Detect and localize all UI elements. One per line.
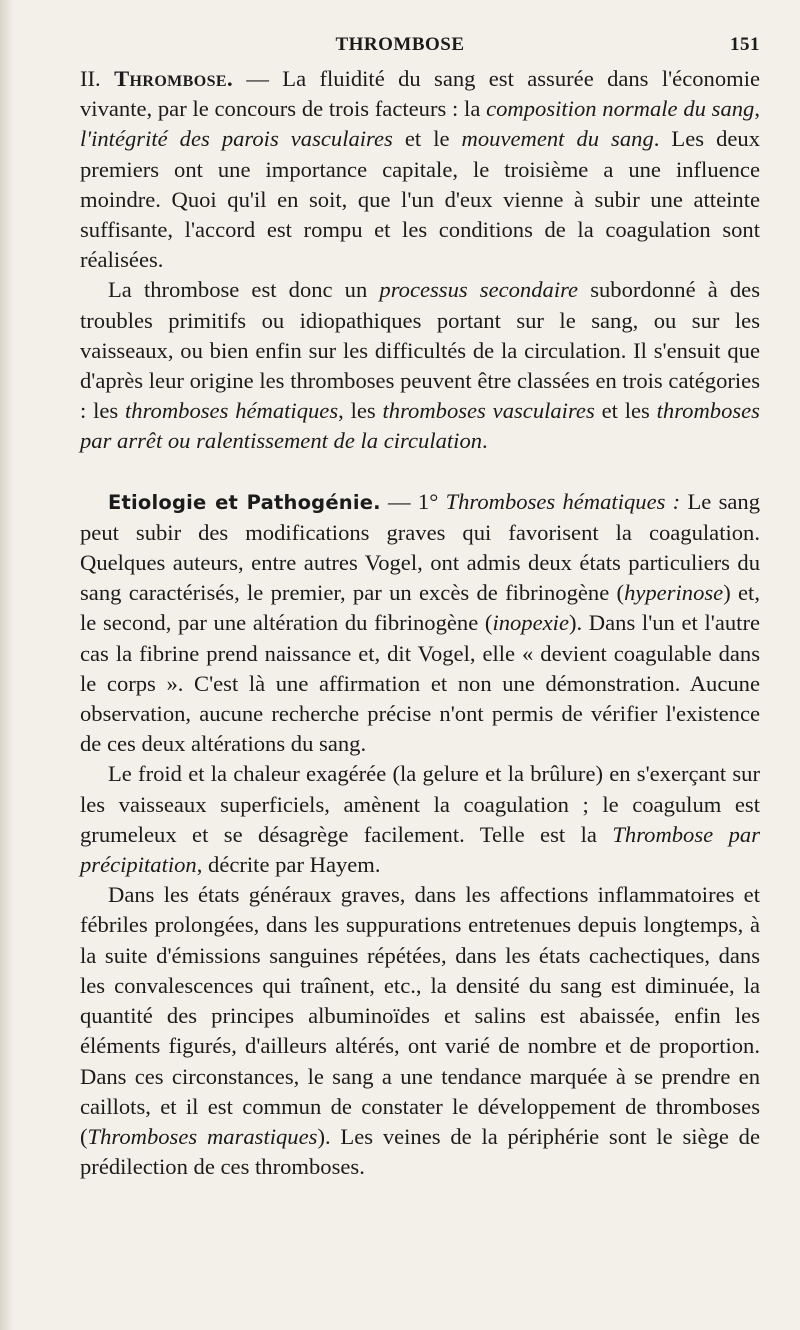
italic-run: l'intégrité des parois vasculaires [80,126,393,152]
italic-run: Thrombose par précipitation [80,821,760,878]
italic-run: processus secondaire [379,277,579,303]
section-number: II. [80,66,101,91]
text-run: . [482,428,488,454]
text-run: — La fluidité du sang est assurée dans l'économie vivante, par le concours de trois facteurs : la [80,66,761,122]
running-title: THROMBOSE [335,34,465,55]
text-run: ) et, le second, par une altération du fibrinogène ( [80,580,760,636]
page-header [80,30,760,60]
text-run: , décrite par Hayem. [196,852,381,878]
paragraph-etats-generaux [80,880,760,1182]
italic-run: Thromboses hématiques : [445,488,681,514]
paragraph-froid-chaleur [80,759,760,880]
text-run: . Les deux premiers ont une importance capitale, le troisième a une influence moindre. Quoi qu'il en soit, que l'un d'eux vienne à subir une atteinte suffisante, l'accord est rompu et les conditions de la coagulation sont réalisées. [80,126,760,273]
paragraph-thrombose-categories [80,275,760,456]
italic-run: thromboses vasculaires [382,398,595,424]
etiology-heading: Etiologie et Pathogénie. [108,490,381,514]
text-run: et les [594,398,657,424]
text-run: Dans les états généraux graves, dans les affections inflammatoires et fébriles prolongées, dans les suppurations entretenues depuis longtemps, à la suite d'émissions sanguines répétées, dans les états cachectiques, dans les convalescences qui traînent, etc., la densité du sang est diminuée, la quantité des principes albuminoïdes et salins est abaissée, enfin les éléments figurés, d'ailleurs altérés, ont varié de nombre et de proportion. Dans ces circonstances, le sang a une tendance marquée à se prendre en caillots, et il est commun de constater le développement de thromboses ( [80,882,760,1149]
italic-run: inopexie [492,610,569,636]
section-title: Thrombose. [114,66,234,91]
text-run: — 1° [380,488,446,514]
text-run: subordonné à des troubles primitifs ou idiopathiques portant sur le sang, ou sur les vaisseaux, ou bien enfin sur les difficultés de la circulation. Il s'ensuit que d'après leur origine les thromboses peuvent être classées en trois catégories : les [80,277,760,424]
italic-run: thromboses hématiques [125,398,339,424]
page-body [80,64,760,1182]
text-run: Le sang peut subir des modifications graves qui favorisent la coagulation. Quelques auteurs, entre autres Vogel, ont admis deux états particuliers du sang caractérisés, le premier, par un excès de fibrinogène ( [80,488,761,606]
text-run: ). Dans l'un et l'autre cas la fibrine prend naissance et, dit Vogel, elle « devient coagulable dans le corps ». C'est là une affirmation et non une démonstration. Aucune observation, aucune recherche précise n'ont permis de vérifier l'existence de ces deux altérations du sang. [80,610,761,757]
text-run: , [754,96,761,122]
page-number: 151 [730,34,760,55]
italic-run: thromboses par arrêt ou ralentissement de la circulation [80,398,760,454]
paragraph-thrombose-intro [80,64,760,275]
italic-run: hyperinose [624,580,724,606]
italic-run: Thromboses marastiques [87,1123,318,1149]
italic-run: composition normale du sang [486,96,755,122]
italic-run: mouvement du sang [461,126,654,152]
text-run: , les [338,398,383,424]
text-run: ). Les veines de la périphérie sont le siège de prédilection de ces thromboses. [80,1123,761,1180]
page-gutter-shadow [0,0,14,1330]
text-run: et le [392,126,462,152]
text-run: Le froid et la chaleur exagérée (la gelure et la brûlure) en s'exerçant sur les vaisseaux superficiels, amènent la coagulation ; le coagulum est grumeleux et se désagrège facilement. Telle est la [80,761,760,847]
text-run: La thrombose est donc un [108,277,380,303]
paragraph-etiologie [80,487,760,760]
section-spacer [80,457,760,487]
